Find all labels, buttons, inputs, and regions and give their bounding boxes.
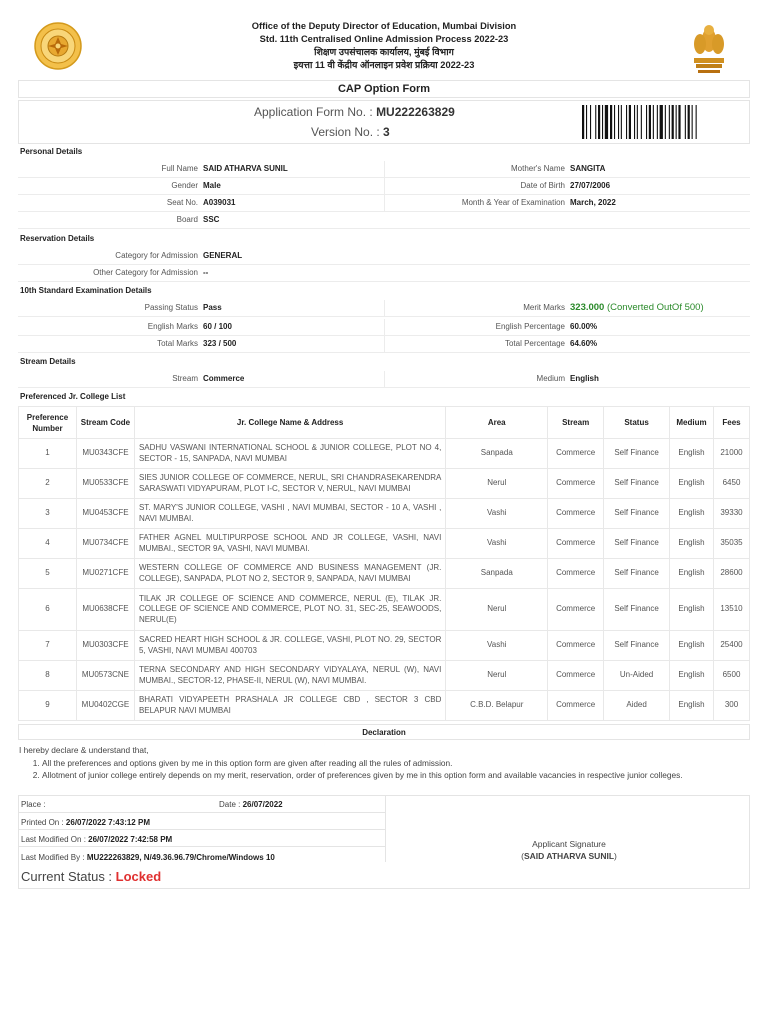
merit-marks-number: 323.000 [570,302,605,313]
application-form-line [254,105,455,119]
status-cell: Self Finance [604,499,670,529]
national-emblem-icon [686,20,732,76]
col-header-fees: Fees [713,407,749,439]
declaration-text [19,744,731,782]
preference-cell: 2 [19,469,77,499]
version-line [311,125,390,139]
table-row [19,529,750,559]
footer-box [18,795,750,889]
section-reservation-details: Reservation Details [20,234,95,243]
maharashtra-seal-icon [32,22,84,70]
section-exam-details: 10th Standard Examination Details [20,286,152,295]
medium-cell: English [670,661,714,691]
stream-cell: Commerce [548,499,604,529]
status-cell: Un-Aided [604,661,670,691]
form-title: CAP Option Form [18,80,750,98]
signature-name-line: (SAID ATHARVA SUNIL) [521,851,617,861]
area-cell: Nerul [446,469,548,499]
medium-cell: English [670,691,714,721]
fees-cell: 25400 [713,631,749,661]
medium-label: Medium [536,374,565,383]
stream-code-cell: MU0573CNE [76,661,134,691]
version-label: Version No. : [311,125,380,139]
printed-on-line [21,818,150,827]
stream-code-cell: MU0271CFE [76,559,134,589]
printed-on-value: 26/07/2022 7:43:12 PM [65,818,150,827]
declaration-intro: I hereby declare & understand that, [19,745,149,755]
stream-code-cell: MU0343CFE [76,439,134,469]
table-row [19,499,750,529]
declaration-point: 1. All the preferences and options given by me in this option form are given after reading all the rules of admission. [42,757,731,770]
mother-name-value: SANGITA [570,164,606,173]
stream-label: Stream [172,374,198,383]
form-no-value: MU222263829 [376,105,455,119]
header-title [98,20,670,72]
medium-cell: English [670,631,714,661]
area-cell: Vashi [446,631,548,661]
col-header-status: Status [604,407,670,439]
stream-cell: Commerce [548,691,604,721]
row-board [18,212,750,229]
college-name-cell: SADHU VASWANI INTERNATIONAL SCHOOL & JUNIOR COLLEGE, PLOT NO 4, SECTOR - 15, SANPADA, NAVI MUMBAI [134,439,445,469]
col-header-college-name: Jr. College Name & Address [134,407,445,439]
full-name-label: Full Name [161,164,198,173]
mother-name-label: Mother's Name [511,164,565,173]
header-line-4: इयत्ता 11 वी केंद्रीय ऑनलाइन प्रवेश प्रक्रिया 2022-23 [293,60,475,70]
stream-code-cell: MU0402CGE [76,691,134,721]
row-english [18,319,750,336]
fees-cell: 21000 [713,439,749,469]
english-marks-label: English Marks [147,322,198,331]
passing-status-value: Pass [203,303,222,312]
col-header-stream: Stream [548,407,604,439]
other-category-value: -- [203,268,209,277]
fees-cell: 39330 [713,499,749,529]
row-stream [18,371,750,388]
col-header-stream-code: Stream Code [76,407,134,439]
fees-cell: 13510 [713,589,749,631]
stream-code-cell: MU0533CFE [76,469,134,499]
current-status [21,869,161,884]
college-name-cell: TERNA SECONDARY AND HIGH SECONDARY VIDYALAYA, NERUL (W), NAVI MUMBAI., SECTOR-12, PHASE-II, NERUL (W), NAVI MUMBAI. [134,661,445,691]
area-cell: Vashi [446,499,548,529]
college-name-cell: BHARATI VIDYAPEETH PRASHALA JR COLLEGE CBD , SECTOR 3 CBD BELAPUR NAVI MUMBAI [134,691,445,721]
preference-cell: 8 [19,661,77,691]
signature-label: Applicant Signature [532,839,606,849]
area-cell: Sanpada [446,439,548,469]
board-value: SSC [203,215,220,224]
college-name-cell: ST. MARY'S JUNIOR COLLEGE, VASHI , NAVI MUMBAI, SECTOR - 10 A, VASHI , NAVI MUMBAI. [134,499,445,529]
page-header [18,12,750,76]
preference-cell: 5 [19,559,77,589]
stream-cell: Commerce [548,469,604,499]
header-line-2: Std. 11th Centralised Online Admission Process 2022-23 [259,34,509,44]
printed-on-label: Printed On : [21,818,64,827]
last-modified-by-label: Last Modified By : [21,853,85,862]
stream-cell: Commerce [548,589,604,631]
col-header-area: Area [446,407,548,439]
category-value: GENERAL [203,251,243,260]
area-cell: C.B.D. Belapur [446,691,548,721]
last-modified-value: 26/07/2022 7:42:58 PM [88,835,173,844]
col-header-medium: Medium [670,407,714,439]
date-value: 26/07/2022 [242,800,283,809]
college-preference-table [18,406,750,721]
fees-cell: 6450 [713,469,749,499]
gender-label: Gender [171,181,198,190]
college-name-cell: WESTERN COLLEGE OF COMMERCE AND BUSINESS MANAGEMENT (JR. COLLEGE), SANPADA, PLOT NO 2, SECTOR 9, SANPADA, NAVI MUMBAI [134,559,445,589]
english-percentage-value: 60.00% [570,322,598,331]
row-passing [18,300,750,317]
preference-cell: 9 [19,691,77,721]
row-category [18,248,750,265]
table-row [19,661,750,691]
section-stream-details: Stream Details [20,357,76,366]
total-percentage-label: Total Percentage [504,339,565,348]
medium-cell: English [670,499,714,529]
status-cell: Self Finance [604,529,670,559]
other-category-label: Other Category for Admission [93,268,198,277]
preference-cell: 1 [19,439,77,469]
table-row [19,559,750,589]
date-line [219,800,283,809]
preference-cell: 7 [19,631,77,661]
category-label: Category for Admission [115,251,198,260]
status-cell: Self Finance [604,439,670,469]
status-label: Current Status : [21,869,113,884]
form-no-label: Application Form No. : [254,105,373,119]
version-value: 3 [383,125,390,139]
table-row [19,439,750,469]
table-row [19,631,750,661]
status-cell: Self Finance [604,469,670,499]
row-gender [18,178,750,195]
passing-status-label: Passing Status [144,303,198,312]
college-name-cell: TILAK JR COLLEGE OF SCIENCE AND COMMERCE, NERUL (E), TILAK JR. COLLEGE OF SCIENCE AND COMMERCE, PLOT NO. 31, SEC-25, SEAWOODS, NERUL(E) [134,589,445,631]
exam-month-label: Month & Year of Examination [461,198,565,207]
total-marks-label: Total Marks [157,339,198,348]
stream-cell: Commerce [548,631,604,661]
dob-label: Date of Birth [520,181,565,190]
gender-value: Male [203,181,221,190]
declaration-title: Declaration [18,724,750,740]
place-line [21,800,45,809]
college-name-cell: FATHER AGNEL MULTIPURPOSE SCHOOL AND JR COLLEGE, VASHI, NAVI MUMBAI., SECTOR 9A, VASHI, NAVI MUMBAI. [134,529,445,559]
applicant-signature [399,838,739,862]
full-name-value: SAID ATHARVA SUNIL [203,164,288,173]
fees-cell: 35035 [713,529,749,559]
section-college-list: Preferenced Jr. College List [20,392,126,401]
date-label: Date : [219,800,241,809]
header-line-3: शिक्षण उपसंचालक कार्यालय, मुंबई विभाग [314,47,454,57]
stream-code-cell: MU0303CFE [76,631,134,661]
stream-code-cell: MU0453CFE [76,499,134,529]
medium-cell: English [670,439,714,469]
status-cell: Self Finance [604,631,670,661]
row-other-category [18,265,750,282]
signature-name: SAID ATHARVA SUNIL [523,851,615,861]
stream-cell: Commerce [548,661,604,691]
preference-cell: 6 [19,589,77,631]
preference-cell: 4 [19,529,77,559]
medium-cell: English [670,589,714,631]
stream-cell: Commerce [548,529,604,559]
fees-cell: 6500 [713,661,749,691]
area-cell: Sanpada [446,559,548,589]
fees-cell: 300 [713,691,749,721]
dob-value: 27/07/2006 [570,181,611,190]
declaration-point: 2. Allotment of junior college entirely depends on my merit, reservation, order of preferences given by me in this option form and available vacancies in respective junior colleges. [42,769,731,782]
area-cell: Vashi [446,529,548,559]
fees-cell: 28600 [713,559,749,589]
row-total [18,336,750,353]
seat-value: A039031 [203,198,236,207]
stream-value: Commerce [203,374,245,383]
stream-code-cell: MU0638CFE [76,589,134,631]
merit-marks-note: (Converted OutOf 500) [606,302,704,313]
table-row [19,589,750,631]
application-box [18,100,750,144]
stream-cell: Commerce [548,439,604,469]
section-personal-details: Personal Details [20,147,83,156]
status-cell: Aided [604,691,670,721]
medium-value: English [570,374,599,383]
board-label: Board [176,215,198,224]
table-header-row [19,407,750,439]
medium-cell: English [670,559,714,589]
college-name-cell: SIES JUNIOR COLLEGE OF COMMERCE, NERUL, SRI CHANDRASEKARENDRA SARASWATI VIDYAPURAM, PLOT I-C, SECTOR V, NERUL, NAVI MUMBAI [134,469,445,499]
table-row [19,691,750,721]
college-name-cell: SACRED HEART HIGH SCHOOL & JR. COLLEGE, VASHI, PLOT NO. 29, SECTOR 5, VASHI, NAVI MUMBAI 400703 [134,631,445,661]
last-modified-by-value: MU222263829, N/49.36.96.79/Chrome/Windows 10 [86,853,275,862]
area-cell: Nerul [446,661,548,691]
status-value: Locked [115,869,162,884]
total-marks-value: 323 / 500 [203,339,237,348]
last-modified-line [21,835,172,844]
last-modified-label: Last Modified On : [21,835,86,844]
stream-cell: Commerce [548,559,604,589]
exam-month-value: March, 2022 [570,198,616,207]
last-modified-by-line [21,853,275,862]
merit-marks-value [570,300,704,316]
total-percentage-value: 64.60% [570,339,598,348]
medium-cell: English [670,469,714,499]
status-cell: Self Finance [604,589,670,631]
row-seat [18,195,750,212]
status-cell: Self Finance [604,559,670,589]
row-name [18,161,750,178]
area-cell: Nerul [446,589,548,631]
place-label: Place : [21,800,46,809]
seat-label: Seat No. [166,198,198,207]
preference-cell: 3 [19,499,77,529]
col-header-preference: Preference Number [19,407,77,439]
medium-cell: English [670,529,714,559]
english-percentage-label: English Percentage [495,322,565,331]
barcode-icon [581,104,737,140]
merit-marks-label: Merit Marks [523,303,565,312]
english-marks-value: 60 / 100 [203,322,232,331]
table-row [19,469,750,499]
stream-code-cell: MU0734CFE [76,529,134,559]
header-line-1: Office of the Deputy Director of Education, Mumbai Division [251,21,517,31]
